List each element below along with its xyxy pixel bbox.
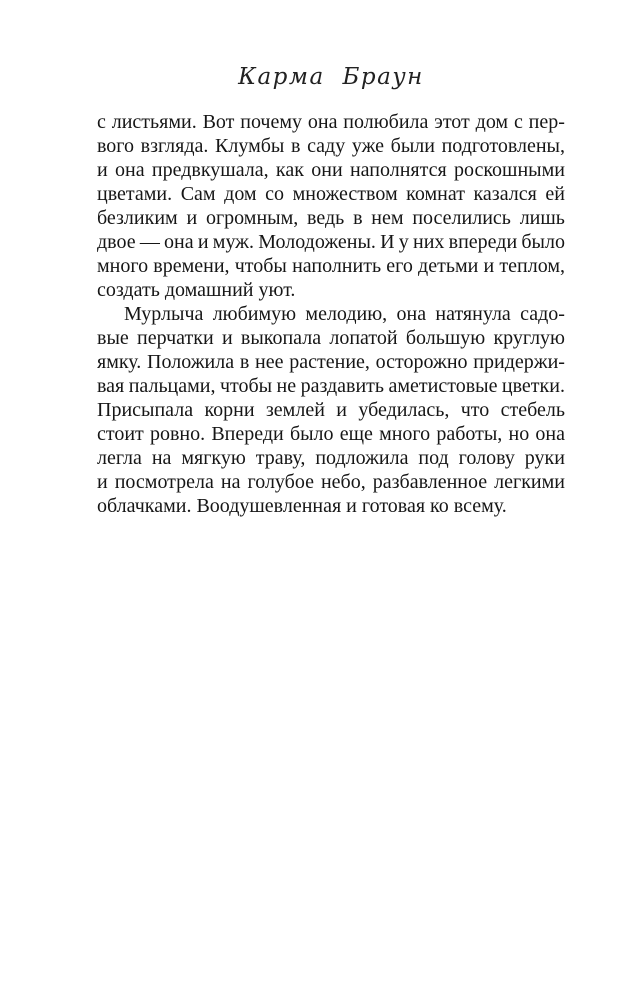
text-line: вая пальцами, чтобы не раздавить аметистовые цветки.	[97, 375, 565, 397]
text-line: двое — она и муж. Молодожены. И у них впереди было	[97, 231, 565, 253]
text-line: цветами. Сам дом со множеством комнат казался ей	[97, 183, 565, 205]
text-line: Мурлыча любимую мелодию, она натянула садо-	[124, 303, 565, 325]
text-block	[97, 110, 565, 518]
text-line: создать домашний уют.	[97, 279, 296, 301]
text-line: Присыпала корни землей и убедилась, что стебель	[97, 399, 565, 421]
text-line: вые перчатки и выкопала лопатой большую круглую	[97, 327, 565, 349]
text-line: легла на мягкую траву, подложила под голову руки	[97, 447, 565, 469]
text-line: много времени, чтобы наполнить его детьми и теплом,	[97, 255, 565, 277]
text-line: и посмотрела на голубое небо, разбавленное легкими	[97, 471, 565, 493]
text-line: ямку. Положила в нее растение, осторожно придержи-	[97, 351, 565, 373]
text-line: стоит ровно. Впереди было еще много работы, но она	[97, 423, 565, 445]
text-line: с листьями. Вот почему она полюбила этот дом с пер-	[97, 111, 565, 133]
text-line: и она предвкушала, как они наполнятся роскошными	[97, 159, 565, 181]
text-line: безликим и огромным, ведь в нем поселились лишь	[97, 207, 565, 229]
text-line: вого взгляда. Клумбы в саду уже были подготовлены,	[97, 135, 565, 157]
running-head-author: Карма Браун	[238, 64, 424, 90]
text-line: облачками. Воодушевленная и готовая ко всему.	[97, 495, 507, 517]
